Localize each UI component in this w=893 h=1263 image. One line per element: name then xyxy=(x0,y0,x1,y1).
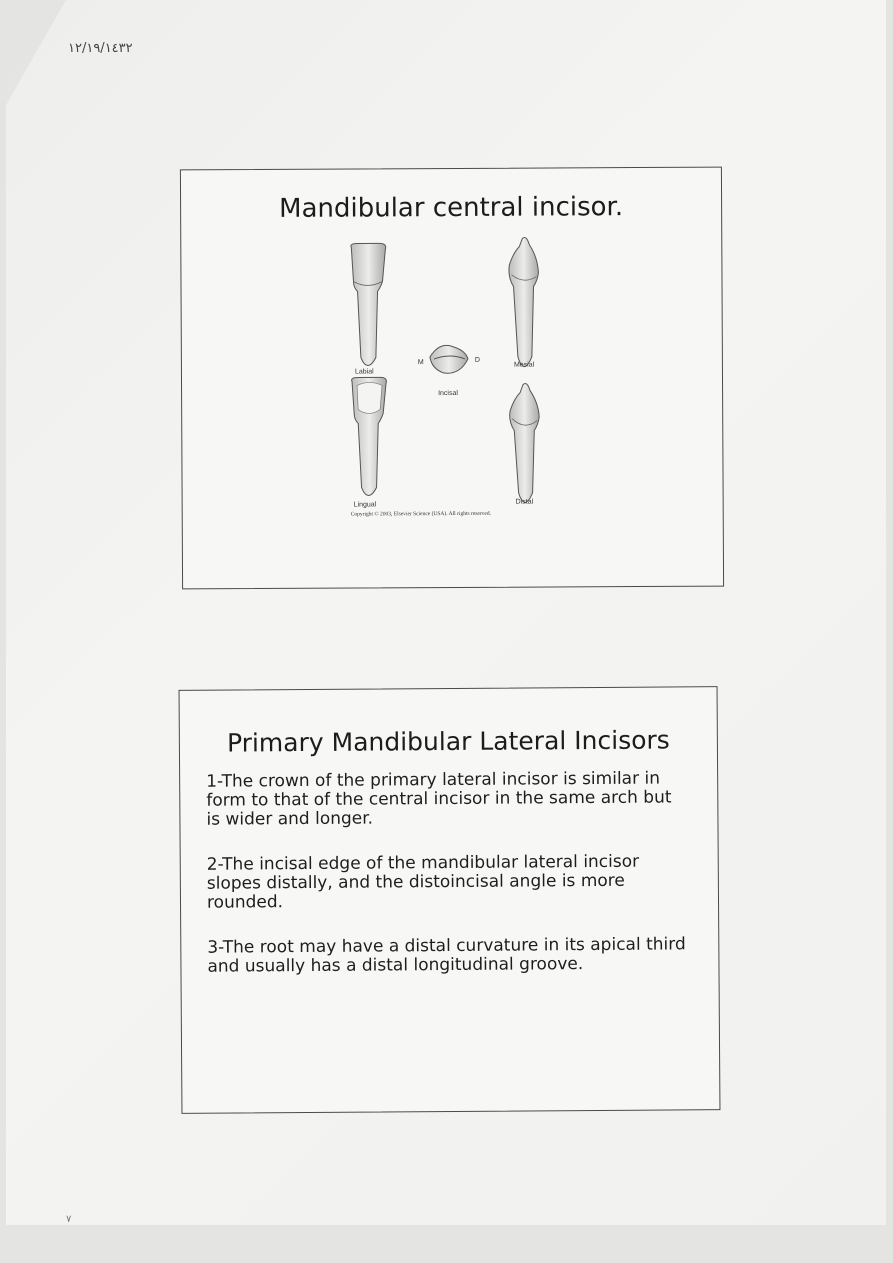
handwritten-date: ١٢/١٩/١٤٣٢ xyxy=(68,41,133,56)
tooth-illustration xyxy=(181,168,725,591)
distal-view-tooth xyxy=(510,383,540,502)
slide-mandibular-central-incisor xyxy=(180,167,724,590)
page-number-mark: ٧ xyxy=(66,1214,72,1225)
mesial-view-tooth xyxy=(509,237,539,366)
label-m: M xyxy=(417,359,424,367)
figure-copyright: Copyright © 2003, Elsevier Science (USA). All rights reserved. xyxy=(350,510,492,518)
slide2-points xyxy=(206,769,688,1002)
slide1-title: Mandibular central incisor. xyxy=(279,192,624,224)
label-mesial: Mesial xyxy=(513,361,535,369)
label-incisal: Incisal xyxy=(438,389,458,398)
incisal-view-tooth xyxy=(430,345,468,373)
label-d: D xyxy=(474,356,480,364)
point-item: 1-The crown of the primary lateral incisor is similar in form to that of the central incisor in the same arch but is wider and longer. xyxy=(206,768,672,830)
point-item: 3-The root may have a distal curvature in its apical third and usually has a distal longitudinal groove. xyxy=(207,934,686,977)
slide2-title: Primary Mandibular Lateral Incisors xyxy=(226,725,670,758)
lingual-view-tooth xyxy=(352,377,387,495)
page-corner-shadow xyxy=(6,0,66,105)
point-item: 2-The incisal edge of the mandibular lateral incisor slopes distally, and the distoincisal angle is more rounded. xyxy=(206,851,640,913)
label-lingual: Lingual xyxy=(353,501,377,509)
labial-view-tooth xyxy=(351,243,386,365)
scanned-page xyxy=(6,0,886,1225)
slide-primary-mandibular-lateral-incisors xyxy=(179,686,721,1114)
label-distal: Distal xyxy=(515,498,534,506)
label-labial: Labial xyxy=(354,368,374,376)
